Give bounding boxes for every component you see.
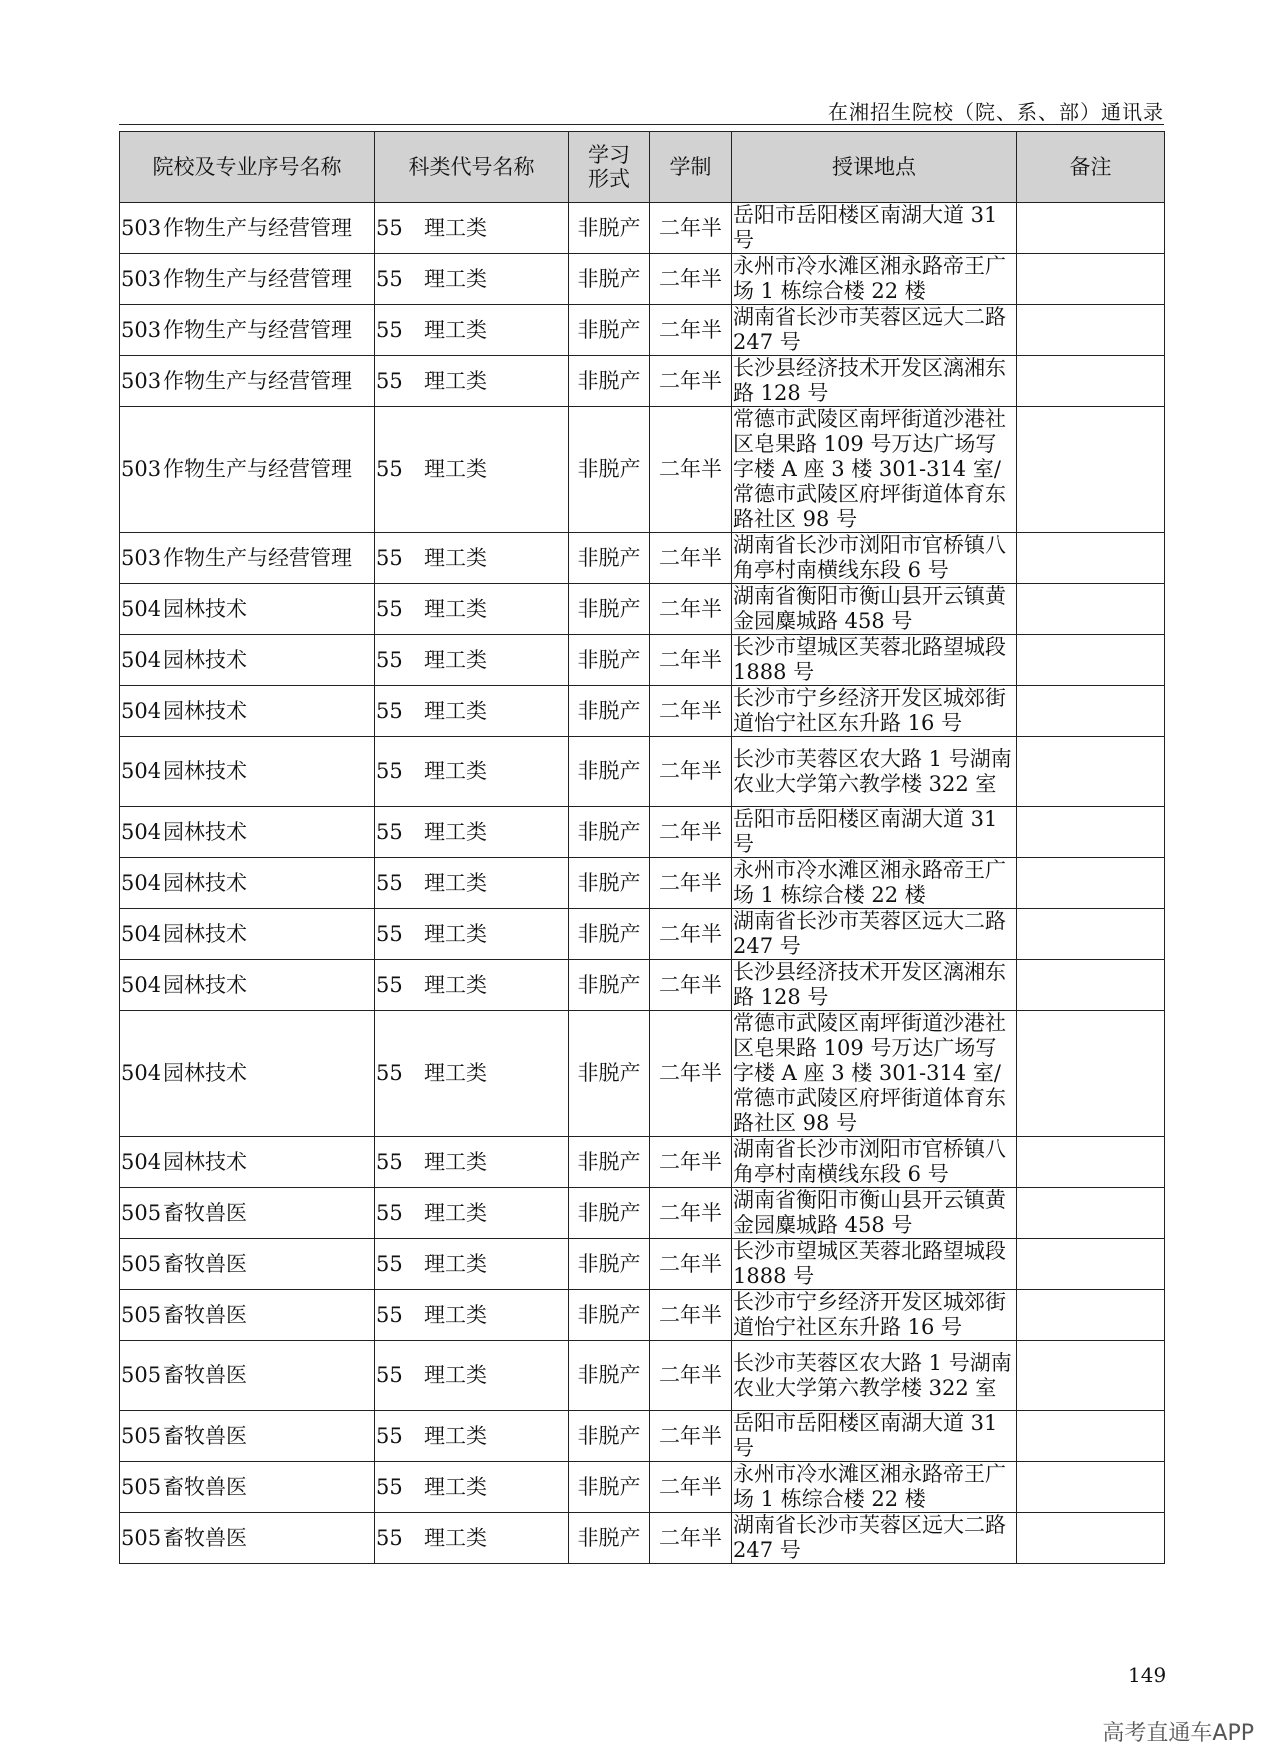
category-code: 55 bbox=[376, 1200, 403, 1225]
remarks-cell bbox=[1017, 1462, 1165, 1513]
duration-cell: 二年半 bbox=[650, 407, 732, 533]
major-code: 504 bbox=[121, 1149, 162, 1174]
category-code: 55 bbox=[376, 545, 403, 570]
major-cell bbox=[120, 584, 375, 635]
major-cell bbox=[120, 807, 375, 858]
table-header-row bbox=[120, 132, 1165, 203]
major-code: 504 bbox=[121, 819, 162, 844]
category-name: 理工类 bbox=[424, 317, 487, 342]
major-name: 畜牧兽医 bbox=[163, 1200, 247, 1225]
major-cell bbox=[120, 1513, 375, 1564]
major-name: 畜牧兽医 bbox=[163, 1474, 247, 1499]
study-form-cell: 非脱产 bbox=[569, 584, 650, 635]
table-row bbox=[120, 1411, 1165, 1462]
category-name: 理工类 bbox=[424, 1200, 487, 1225]
table-row bbox=[120, 858, 1165, 909]
category-code: 55 bbox=[376, 596, 403, 621]
remarks-cell bbox=[1017, 1239, 1165, 1290]
major-name: 园林技术 bbox=[163, 921, 247, 946]
remarks-cell bbox=[1017, 1513, 1165, 1564]
page-number: 149 bbox=[1128, 1663, 1167, 1687]
remarks-cell bbox=[1017, 1411, 1165, 1462]
major-code: 504 bbox=[121, 596, 162, 621]
table-row bbox=[120, 807, 1165, 858]
major-code: 505 bbox=[121, 1200, 162, 1225]
study-form-cell: 非脱产 bbox=[569, 1137, 650, 1188]
category-cell bbox=[375, 686, 569, 737]
major-name: 园林技术 bbox=[163, 698, 247, 723]
table-row bbox=[120, 1513, 1165, 1564]
study-form-cell: 非脱产 bbox=[569, 1290, 650, 1341]
category-code: 55 bbox=[376, 647, 403, 672]
category-cell bbox=[375, 1462, 569, 1513]
major-cell bbox=[120, 858, 375, 909]
remarks-cell bbox=[1017, 686, 1165, 737]
category-cell bbox=[375, 960, 569, 1011]
category-name: 理工类 bbox=[424, 1474, 487, 1499]
major-cell bbox=[120, 254, 375, 305]
study-form-cell: 非脱产 bbox=[569, 909, 650, 960]
table-row bbox=[120, 635, 1165, 686]
remarks-cell bbox=[1017, 533, 1165, 584]
location-cell: 永州市冷水滩区湘永路帝王广场 1 栋综合楼 22 楼 bbox=[732, 1462, 1017, 1513]
major-code: 503 bbox=[121, 545, 162, 570]
table-row bbox=[120, 407, 1165, 533]
remarks-cell bbox=[1017, 909, 1165, 960]
category-name: 理工类 bbox=[424, 215, 487, 240]
duration-cell: 二年半 bbox=[650, 1239, 732, 1290]
table-row bbox=[120, 356, 1165, 407]
major-name: 作物生产与经营管理 bbox=[163, 368, 352, 393]
remarks-cell bbox=[1017, 858, 1165, 909]
category-cell bbox=[375, 1188, 569, 1239]
category-code: 55 bbox=[376, 1302, 403, 1327]
study-form-cell: 非脱产 bbox=[569, 1513, 650, 1564]
major-cell bbox=[120, 1137, 375, 1188]
major-name: 作物生产与经营管理 bbox=[163, 545, 352, 570]
remarks-cell bbox=[1017, 356, 1165, 407]
study-form-cell: 非脱产 bbox=[569, 254, 650, 305]
category-cell bbox=[375, 584, 569, 635]
major-code: 504 bbox=[121, 698, 162, 723]
table-row bbox=[120, 737, 1165, 807]
major-name: 园林技术 bbox=[163, 647, 247, 672]
location-cell: 常德市武陵区南坪街道沙港社区皂果路 109 号万达广场写字楼 A 座 3 楼 301-314 室/常德市武陵区府坪街道体育东路社区 98 号 bbox=[732, 407, 1017, 533]
remarks-cell bbox=[1017, 1290, 1165, 1341]
category-name: 理工类 bbox=[424, 545, 487, 570]
study-form-cell: 非脱产 bbox=[569, 1239, 650, 1290]
category-name: 理工类 bbox=[424, 1061, 487, 1085]
table-row bbox=[120, 1462, 1165, 1513]
category-code: 55 bbox=[376, 215, 403, 240]
location-cell: 长沙县经济技术开发区漓湘东路 128 号 bbox=[732, 960, 1017, 1011]
category-cell bbox=[375, 254, 569, 305]
location-cell: 湖南省长沙市浏阳市官桥镇八角亭村南横线东段 6 号 bbox=[732, 533, 1017, 584]
remarks-cell bbox=[1017, 203, 1165, 254]
major-cell bbox=[120, 203, 375, 254]
major-name: 作物生产与经营管理 bbox=[163, 215, 352, 240]
duration-cell: 二年半 bbox=[650, 858, 732, 909]
major-code: 504 bbox=[121, 759, 162, 783]
table-row bbox=[120, 1341, 1165, 1411]
location-cell: 湖南省长沙市芙蓉区远大二路 247 号 bbox=[732, 1513, 1017, 1564]
location-cell: 长沙市望城区芙蓉北路望城段 1888 号 bbox=[732, 1239, 1017, 1290]
remarks-cell bbox=[1017, 305, 1165, 356]
category-name: 理工类 bbox=[424, 819, 487, 844]
category-cell bbox=[375, 1513, 569, 1564]
major-code: 503 bbox=[121, 368, 162, 393]
major-name: 作物生产与经营管理 bbox=[163, 317, 352, 342]
duration-cell: 二年半 bbox=[650, 686, 732, 737]
major-cell bbox=[120, 1290, 375, 1341]
location-cell: 岳阳市岳阳楼区南湖大道 31 号 bbox=[732, 807, 1017, 858]
location-cell: 岳阳市岳阳楼区南湖大道 31 号 bbox=[732, 203, 1017, 254]
major-name: 作物生产与经营管理 bbox=[163, 266, 352, 291]
study-form-cell: 非脱产 bbox=[569, 960, 650, 1011]
location-cell: 长沙市芙蓉区农大路 1 号湖南农业大学第六教学楼 322 室 bbox=[732, 1341, 1017, 1411]
category-code: 55 bbox=[376, 698, 403, 723]
remarks-cell bbox=[1017, 737, 1165, 807]
major-code: 505 bbox=[121, 1251, 162, 1276]
major-name: 园林技术 bbox=[163, 759, 247, 783]
category-code: 55 bbox=[376, 457, 403, 481]
duration-cell: 二年半 bbox=[650, 1411, 732, 1462]
location-cell: 长沙市宁乡经济开发区城郊街道怡宁社区东升路 16 号 bbox=[732, 686, 1017, 737]
duration-cell: 二年半 bbox=[650, 1341, 732, 1411]
table-row bbox=[120, 1188, 1165, 1239]
major-cell bbox=[120, 1011, 375, 1137]
study-form-cell: 非脱产 bbox=[569, 305, 650, 356]
category-cell bbox=[375, 1137, 569, 1188]
category-name: 理工类 bbox=[424, 698, 487, 723]
table-row bbox=[120, 584, 1165, 635]
table-row bbox=[120, 1239, 1165, 1290]
major-name: 园林技术 bbox=[163, 870, 247, 895]
major-cell bbox=[120, 533, 375, 584]
major-cell bbox=[120, 635, 375, 686]
major-code: 503 bbox=[121, 215, 162, 240]
major-name: 园林技术 bbox=[163, 596, 247, 621]
category-code: 55 bbox=[376, 266, 403, 291]
location-cell: 湖南省长沙市芙蓉区远大二路 247 号 bbox=[732, 909, 1017, 960]
remarks-cell bbox=[1017, 1188, 1165, 1239]
category-name: 理工类 bbox=[424, 1525, 487, 1550]
category-cell bbox=[375, 1290, 569, 1341]
study-form-cell: 非脱产 bbox=[569, 1462, 650, 1513]
category-cell bbox=[375, 533, 569, 584]
major-cell bbox=[120, 1239, 375, 1290]
location-cell: 岳阳市岳阳楼区南湖大道 31 号 bbox=[732, 1411, 1017, 1462]
location-cell: 湖南省长沙市芙蓉区远大二路 247 号 bbox=[732, 305, 1017, 356]
remarks-cell bbox=[1017, 584, 1165, 635]
header-study-form-line2: 形式 bbox=[588, 167, 630, 191]
header-study-form-line1: 学习 bbox=[588, 143, 630, 167]
major-cell bbox=[120, 737, 375, 807]
study-form-cell: 非脱产 bbox=[569, 407, 650, 533]
major-code: 504 bbox=[121, 921, 162, 946]
major-name: 畜牧兽医 bbox=[163, 1423, 247, 1448]
category-code: 55 bbox=[376, 921, 403, 946]
header-category: 科类代号名称 bbox=[375, 132, 569, 203]
major-code: 503 bbox=[121, 266, 162, 291]
study-form-cell: 非脱产 bbox=[569, 858, 650, 909]
major-cell bbox=[120, 305, 375, 356]
major-cell bbox=[120, 407, 375, 533]
table-row bbox=[120, 305, 1165, 356]
location-cell: 长沙市芙蓉区农大路 1 号湖南农业大学第六教学楼 322 室 bbox=[732, 737, 1017, 807]
duration-cell: 二年半 bbox=[650, 1290, 732, 1341]
remarks-cell bbox=[1017, 1137, 1165, 1188]
remarks-cell bbox=[1017, 635, 1165, 686]
category-cell bbox=[375, 1411, 569, 1462]
category-cell bbox=[375, 737, 569, 807]
remarks-cell bbox=[1017, 807, 1165, 858]
category-code: 55 bbox=[376, 1061, 403, 1085]
category-cell bbox=[375, 1341, 569, 1411]
category-name: 理工类 bbox=[424, 1423, 487, 1448]
watermark: 高考直通车APP bbox=[1102, 1721, 1254, 1746]
major-code: 504 bbox=[121, 647, 162, 672]
table-row bbox=[120, 1011, 1165, 1137]
duration-cell: 二年半 bbox=[650, 1462, 732, 1513]
category-cell bbox=[375, 858, 569, 909]
duration-cell: 二年半 bbox=[650, 1137, 732, 1188]
category-cell bbox=[375, 407, 569, 533]
category-code: 55 bbox=[376, 1363, 403, 1387]
major-name: 园林技术 bbox=[163, 1061, 247, 1085]
study-form-cell: 非脱产 bbox=[569, 737, 650, 807]
category-name: 理工类 bbox=[424, 1302, 487, 1327]
header-study-form bbox=[569, 132, 650, 203]
major-cell bbox=[120, 686, 375, 737]
location-cell: 长沙县经济技术开发区漓湘东路 128 号 bbox=[732, 356, 1017, 407]
study-form-cell: 非脱产 bbox=[569, 533, 650, 584]
category-name: 理工类 bbox=[424, 596, 487, 621]
category-name: 理工类 bbox=[424, 921, 487, 946]
study-form-cell: 非脱产 bbox=[569, 686, 650, 737]
directory-table bbox=[119, 131, 1165, 1564]
duration-cell: 二年半 bbox=[650, 1188, 732, 1239]
category-name: 理工类 bbox=[424, 266, 487, 291]
category-name: 理工类 bbox=[424, 368, 487, 393]
duration-cell: 二年半 bbox=[650, 584, 732, 635]
category-name: 理工类 bbox=[424, 972, 487, 997]
category-cell bbox=[375, 203, 569, 254]
location-cell: 湖南省衡阳市衡山县开云镇黄金园麋城路 458 号 bbox=[732, 584, 1017, 635]
category-cell bbox=[375, 909, 569, 960]
category-code: 55 bbox=[376, 759, 403, 783]
location-cell: 长沙市宁乡经济开发区城郊街道怡宁社区东升路 16 号 bbox=[732, 1290, 1017, 1341]
category-code: 55 bbox=[376, 317, 403, 342]
location-cell: 湖南省长沙市浏阳市官桥镇八角亭村南横线东段 6 号 bbox=[732, 1137, 1017, 1188]
duration-cell: 二年半 bbox=[650, 356, 732, 407]
major-name: 园林技术 bbox=[163, 1149, 247, 1174]
category-code: 55 bbox=[376, 1423, 403, 1448]
category-cell bbox=[375, 1239, 569, 1290]
table-row bbox=[120, 960, 1165, 1011]
location-cell: 永州市冷水滩区湘永路帝王广场 1 栋综合楼 22 楼 bbox=[732, 858, 1017, 909]
duration-cell: 二年半 bbox=[650, 909, 732, 960]
remarks-cell bbox=[1017, 960, 1165, 1011]
major-name: 作物生产与经营管理 bbox=[163, 457, 352, 481]
category-cell bbox=[375, 305, 569, 356]
duration-cell: 二年半 bbox=[650, 1011, 732, 1137]
category-code: 55 bbox=[376, 870, 403, 895]
major-code: 505 bbox=[121, 1525, 162, 1550]
study-form-cell: 非脱产 bbox=[569, 1341, 650, 1411]
major-name: 畜牧兽医 bbox=[163, 1525, 247, 1550]
major-code: 504 bbox=[121, 1061, 162, 1085]
running-header: 在湘招生院校（院、系、部）通讯录 bbox=[828, 100, 1164, 124]
table-row bbox=[120, 203, 1165, 254]
major-code: 504 bbox=[121, 972, 162, 997]
major-name: 园林技术 bbox=[163, 972, 247, 997]
header-location: 授课地点 bbox=[732, 132, 1017, 203]
duration-cell: 二年半 bbox=[650, 807, 732, 858]
category-name: 理工类 bbox=[424, 647, 487, 672]
study-form-cell: 非脱产 bbox=[569, 203, 650, 254]
location-cell: 永州市冷水滩区湘永路帝王广场 1 栋综合楼 22 楼 bbox=[732, 254, 1017, 305]
category-name: 理工类 bbox=[424, 1363, 487, 1387]
table-row bbox=[120, 533, 1165, 584]
study-form-cell: 非脱产 bbox=[569, 807, 650, 858]
major-cell bbox=[120, 960, 375, 1011]
table-row bbox=[120, 1137, 1165, 1188]
major-code: 505 bbox=[121, 1423, 162, 1448]
major-name: 畜牧兽医 bbox=[163, 1302, 247, 1327]
major-cell bbox=[120, 1411, 375, 1462]
study-form-cell: 非脱产 bbox=[569, 635, 650, 686]
header-remarks: 备注 bbox=[1017, 132, 1165, 203]
category-code: 55 bbox=[376, 1251, 403, 1276]
duration-cell: 二年半 bbox=[650, 305, 732, 356]
major-cell bbox=[120, 1462, 375, 1513]
duration-cell: 二年半 bbox=[650, 960, 732, 1011]
remarks-cell bbox=[1017, 1341, 1165, 1411]
header-rule bbox=[119, 124, 1164, 125]
header-major: 院校及专业序号名称 bbox=[120, 132, 375, 203]
header-duration: 学制 bbox=[650, 132, 732, 203]
study-form-cell: 非脱产 bbox=[569, 1188, 650, 1239]
category-cell bbox=[375, 807, 569, 858]
table-row bbox=[120, 686, 1165, 737]
major-code: 505 bbox=[121, 1302, 162, 1327]
study-form-cell: 非脱产 bbox=[569, 1011, 650, 1137]
major-code: 505 bbox=[121, 1363, 162, 1387]
study-form-cell: 非脱产 bbox=[569, 1411, 650, 1462]
category-code: 55 bbox=[376, 1474, 403, 1499]
category-cell bbox=[375, 1011, 569, 1137]
major-cell bbox=[120, 356, 375, 407]
major-name: 畜牧兽医 bbox=[163, 1251, 247, 1276]
table-row bbox=[120, 909, 1165, 960]
table-row bbox=[120, 1290, 1165, 1341]
major-cell bbox=[120, 909, 375, 960]
table-body bbox=[120, 203, 1165, 1564]
remarks-cell bbox=[1017, 1011, 1165, 1137]
duration-cell: 二年半 bbox=[650, 533, 732, 584]
major-code: 505 bbox=[121, 1474, 162, 1499]
category-name: 理工类 bbox=[424, 457, 487, 481]
location-cell: 常德市武陵区南坪街道沙港社区皂果路 109 号万达广场写字楼 A 座 3 楼 301-314 室/常德市武陵区府坪街道体育东路社区 98 号 bbox=[732, 1011, 1017, 1137]
location-cell: 长沙市望城区芙蓉北路望城段 1888 号 bbox=[732, 635, 1017, 686]
study-form-cell: 非脱产 bbox=[569, 356, 650, 407]
table-row bbox=[120, 254, 1165, 305]
duration-cell: 二年半 bbox=[650, 1513, 732, 1564]
major-code: 504 bbox=[121, 870, 162, 895]
category-name: 理工类 bbox=[424, 1251, 487, 1276]
category-code: 55 bbox=[376, 1149, 403, 1174]
category-name: 理工类 bbox=[424, 1149, 487, 1174]
remarks-cell bbox=[1017, 407, 1165, 533]
major-cell bbox=[120, 1341, 375, 1411]
major-cell bbox=[120, 1188, 375, 1239]
location-cell: 湖南省衡阳市衡山县开云镇黄金园麋城路 458 号 bbox=[732, 1188, 1017, 1239]
category-cell bbox=[375, 356, 569, 407]
major-name: 畜牧兽医 bbox=[163, 1363, 247, 1387]
category-code: 55 bbox=[376, 1525, 403, 1550]
duration-cell: 二年半 bbox=[650, 254, 732, 305]
duration-cell: 二年半 bbox=[650, 737, 732, 807]
category-code: 55 bbox=[376, 819, 403, 844]
category-code: 55 bbox=[376, 972, 403, 997]
major-code: 503 bbox=[121, 457, 162, 481]
duration-cell: 二年半 bbox=[650, 203, 732, 254]
duration-cell: 二年半 bbox=[650, 635, 732, 686]
remarks-cell bbox=[1017, 254, 1165, 305]
category-name: 理工类 bbox=[424, 870, 487, 895]
category-name: 理工类 bbox=[424, 759, 487, 783]
category-cell bbox=[375, 635, 569, 686]
category-code: 55 bbox=[376, 368, 403, 393]
major-code: 503 bbox=[121, 317, 162, 342]
major-name: 园林技术 bbox=[163, 819, 247, 844]
